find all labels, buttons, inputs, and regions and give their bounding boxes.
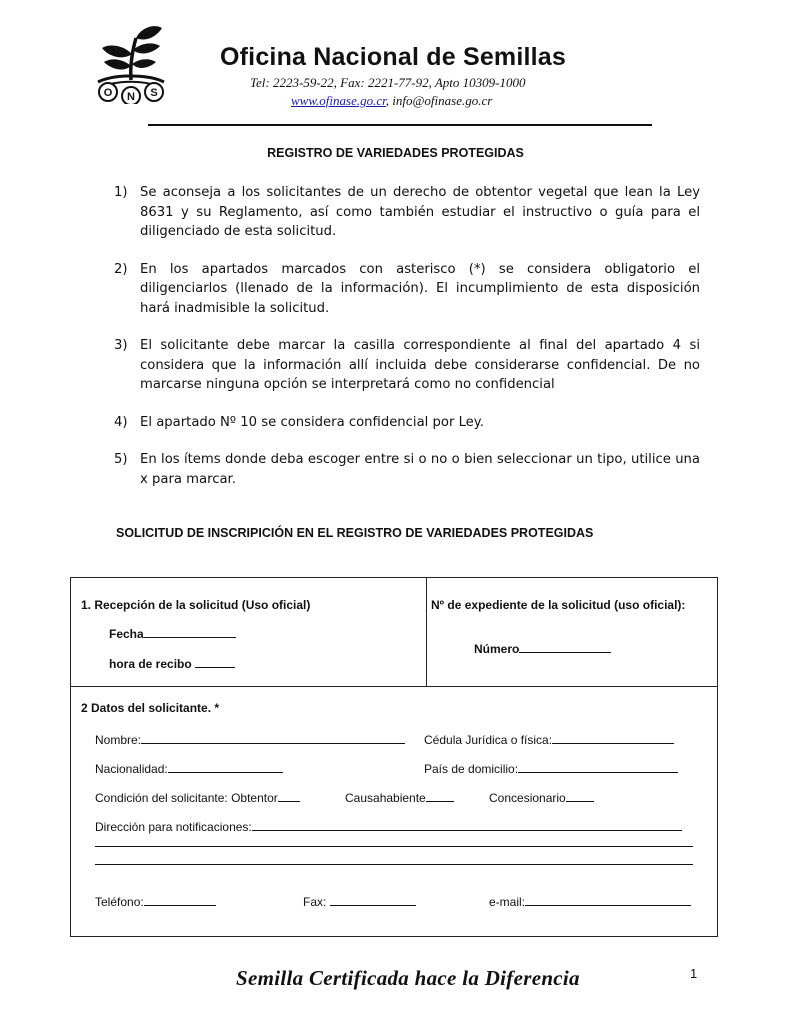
fecha-field [109,626,236,641]
email-address: info@ofinase.go.cr [392,93,493,108]
item-text: El solicitante debe marcar la casilla correspondiente al final del apartado 4 si considera que la información allí incluida debe considerarse confidencial. De no marcarse ninguna opción se interpretará como no confidencial [140,338,700,392]
cedula-label: Cédula Jurídica o física: [424,733,553,747]
nombre-input[interactable] [141,732,405,744]
item-text: En los apartados marcados con asterisco (*) se considera obligatorio el diligenciarlos (llenado de la información). El incumplimiento de esta disposición hará inadmisible la solicitud. [140,261,700,316]
pais-input[interactable] [518,761,678,773]
form-column-divider [426,578,427,686]
email-input[interactable] [525,894,691,906]
email-separator: , [385,93,393,108]
item-text: Se aconseja a los solicitantes de un derecho de obtentor vegetal que lean la Ley 8631 y su Reglamento, así como también estudiar el instructivo o guía para el diligenciado de esta solicitud. [140,185,700,239]
item-text: El apartado Nº 10 se considera confidencial por Ley. [140,414,484,430]
nacionalidad-label: Nacionalidad: [95,762,168,776]
item-number: 1) [114,185,128,200]
direccion-input[interactable] [252,819,682,831]
direccion-line-2[interactable] [95,846,693,847]
email-label: e-mail: [489,895,526,909]
application-form [70,577,718,937]
hora-label: hora de recibo [109,657,192,671]
footer-tagline: Semilla Certificada hace la Diferencia [236,966,580,990]
item-number: 2) [114,261,128,277]
list-item [114,450,700,489]
nombre-label: Nombre: [95,733,142,747]
form-section-divider [71,686,717,687]
nacionalidad-input[interactable] [168,761,283,773]
page-number: 1 [690,966,698,981]
email-field [489,894,691,909]
numero-label: Número [474,642,520,656]
logo-letter-s: S [150,87,158,99]
section2-title: 2 Datos del solicitante. * [81,701,220,715]
pais-label: País de domicilio: [424,762,519,776]
item-number: 5) [114,452,128,467]
instructions-list [114,183,700,507]
nacionalidad-field [95,761,283,776]
section1-title: 1. Recepción de la solicitud (Uso oficial) [81,598,311,612]
web-email-line [291,93,492,109]
concesionario-field [489,790,594,805]
hora-input[interactable] [195,656,235,668]
numero-input[interactable] [519,641,611,653]
direccion-label: Dirección para notificaciones: [95,820,252,834]
list-item [114,413,700,433]
hora-field [109,656,235,671]
item-number: 3) [114,338,128,353]
header-divider [148,124,652,126]
telefono-input[interactable] [144,894,216,906]
list-item [114,183,700,242]
causahabiente-field [345,790,454,805]
fax-field [303,894,416,909]
condicion-label: Condición del solicitante: Obtentor [95,791,278,805]
item-text: En los ítems donde deba escoger entre si o no o bien seleccionar un tipo, utilice una x para marcar. [140,452,700,487]
item-number: 4) [114,414,128,430]
numero-field [474,641,611,656]
cedula-field [424,732,674,747]
pais-field [424,761,678,776]
logo-letter-o: O [103,87,113,99]
list-item [114,336,700,395]
causahabiente-label: Causahabiente [345,791,426,805]
telefono-field [95,894,216,909]
cedula-input[interactable] [552,732,674,744]
nombre-field [95,732,405,747]
application-title: SOLICITUD DE INSCRIPICIÓN EN EL REGISTRO DE VARIEDADES PROTEGIDAS [116,526,594,540]
obtentor-field [95,790,300,805]
fax-label: Fax: [303,895,327,909]
concesionario-label: Concesionario [489,791,566,805]
registry-title: REGISTRO DE VARIEDADES PROTEGIDAS [267,146,524,160]
direccion-line-3[interactable] [95,864,693,865]
concesionario-checkbox[interactable] [566,790,594,802]
website-link[interactable]: www.ofinase.go.cr [291,93,386,108]
telefono-label: Teléfono: [95,895,144,909]
logo-letter-n: N [127,91,135,103]
causahabiente-checkbox[interactable] [426,790,454,802]
direccion-field [95,819,682,834]
ons-logo-icon [92,22,170,104]
fax-input[interactable] [330,894,416,906]
obtentor-checkbox[interactable] [278,790,300,802]
fecha-input[interactable] [144,626,236,638]
contact-line: Tel: 2223-59-22, Fax: 2221-77-92, Apto 10309-1000 [250,75,526,90]
list-item [114,260,700,319]
fecha-label: Fecha [109,627,144,641]
organization-name: Oficina Nacional de Semillas [220,43,567,71]
expediente-title: Nº de expediente de la solicitud (uso oficial): [431,598,686,612]
